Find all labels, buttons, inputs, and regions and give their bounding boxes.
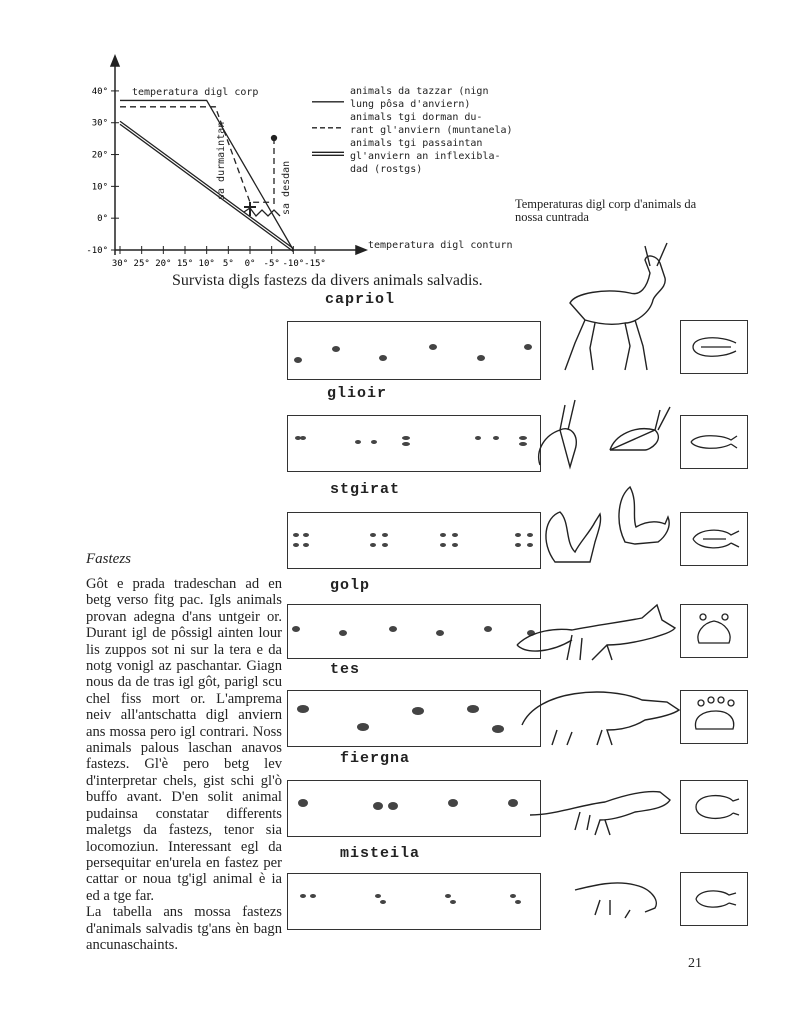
legend-label: animals tgi dorman du-rant gl'anviern (muntanela) [350, 112, 513, 136]
page-number: 21 [688, 956, 702, 971]
track-strip-fiergna [287, 780, 541, 837]
series-line-double [120, 121, 293, 248]
track-strip-misteila [287, 873, 541, 930]
series-line-solid [120, 100, 293, 250]
series-line-double [120, 121, 293, 251]
track-strip-golp [287, 604, 541, 659]
series-line-dashed [120, 107, 272, 202]
y-tick-label: 10° [91, 182, 108, 193]
body-text [86, 576, 282, 953]
x-tick-label: 0° [244, 259, 256, 269]
squirrel-drawing [540, 482, 675, 572]
track-strip-capriol [287, 321, 541, 380]
y-tick-label: 0° [97, 214, 108, 225]
y-tick-label: 20° [91, 150, 108, 161]
x-tick-label: 5° [222, 259, 234, 269]
x-tick-label: 30° [111, 259, 129, 269]
track-strip-stgirat [287, 512, 541, 569]
y-tick-label: 40° [91, 86, 108, 97]
animal-name-misteila: misteila [340, 845, 421, 862]
y-tick-label: -10° [86, 246, 108, 256]
annotation-durmaintan: sa durmaintan [216, 121, 227, 200]
print-golp [680, 604, 748, 658]
y-axis-label: temperatura digl corp [132, 87, 259, 98]
x-tick-label: 20° [155, 259, 172, 269]
roe-deer-drawing [555, 238, 685, 378]
print-misteila [680, 872, 748, 926]
animal-name-fiergna: fiergna [340, 750, 411, 767]
marten-drawing [525, 780, 675, 840]
print-glioir [680, 415, 748, 469]
animal-name-golp: golp [330, 577, 371, 594]
animal-name-stgirat: stgirat [330, 481, 401, 498]
paragraph-2: La tabella ans mossa fastezs d'animals salvadis tg'ans èn bagn ancunaschaints. [86, 904, 282, 953]
x-tick-label: 10° [198, 259, 215, 269]
x-tick-label: 25° [133, 259, 150, 269]
legend-label: animals da tazzar (nign lung pôsa d'anviern) [350, 86, 489, 110]
animal-name-glioir: glioir [327, 385, 388, 402]
weasel-drawing [570, 870, 675, 920]
hare-drawing [530, 395, 680, 475]
body-temperature-chart [80, 50, 530, 275]
print-fiergna [680, 780, 748, 834]
animal-name-capriol: capriol [325, 291, 396, 308]
print-stgirat [680, 512, 748, 566]
x-axis-label: temperatura digl conturn [368, 240, 513, 251]
track-strip-tes [287, 690, 541, 747]
annotation-desdan: sa desdan [281, 160, 292, 215]
track-strip-glioir [287, 415, 541, 472]
chart-caption: Survista digls fastezs da divers animals salvadis. [172, 272, 483, 289]
chart-legend [312, 86, 513, 175]
x-tick-label: 15° [176, 259, 194, 269]
print-capriol [680, 320, 748, 374]
side-note: Temperaturas digl corp d'animals da nossa cuntrada [515, 197, 697, 224]
x-tick-label: -15° [304, 259, 326, 269]
chart-series [120, 100, 293, 251]
x-tick-label: -10° [282, 259, 305, 269]
fox-drawing [512, 600, 680, 665]
animal-name-tes: tes [330, 661, 361, 678]
x-tick-label: -5° [263, 259, 280, 269]
y-ticks [86, 87, 119, 256]
y-tick-label: 30° [91, 118, 108, 129]
legend-label: animals tgi passaintan gl'anviern an inflexibla-dad (rostgs) [350, 138, 501, 175]
badger-drawing [517, 680, 682, 750]
paragraph-1: Gôt e prada tradeschan ad en betg verso fitg pac. Igls animals provan adegna d'ans untgeir or. Durant igl de pôssigl ainten lour lis zuppos sot ni sur la tera e da notg vonigl az paschantar. Giagn nous da de tras igl gôt, parigl scu chel fiss mort or. L'amprema neiv all'antschatta digl anviern ans mossa pero igl contrari. Noss animals palous laschan anavos fastezs. Gl'è pero betg lev d'interpretar chels, gist schi gl'ò buffo avant. D'en solit animal pudainsa constatar differents maletgs da fastezs, tenor sia locomoziun. Interessant egl da persequitar en'urela en fastez per cattar or noua tg'igl animal è ia ed a tge far. [86, 576, 282, 904]
section-heading: Fastezs [86, 551, 131, 567]
print-tes [680, 690, 748, 744]
